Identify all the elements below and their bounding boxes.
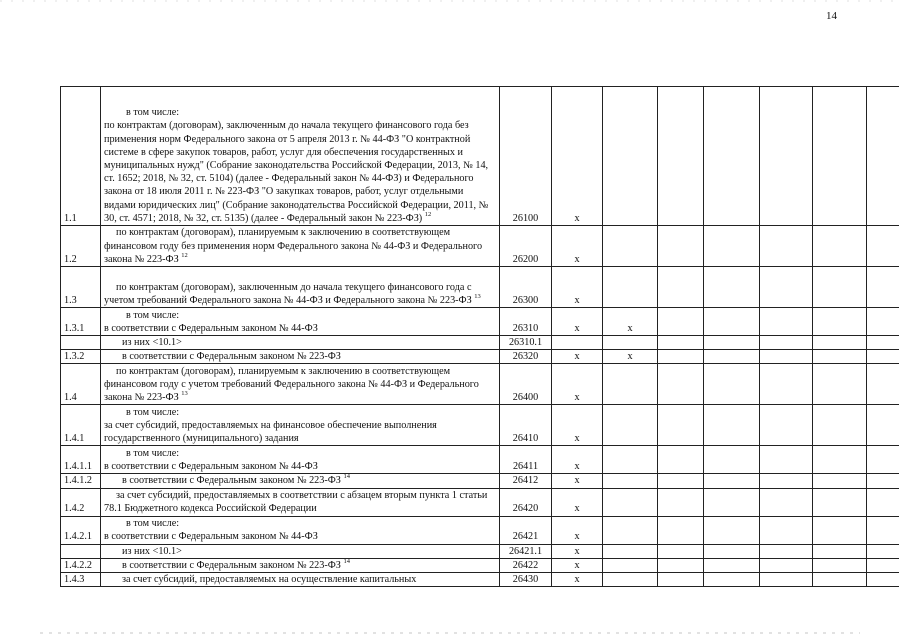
footnote-ref: 13 (474, 292, 481, 300)
row-description-body: по контрактам (договорам), заключенным до начала текущего финансового года без применения норм Федерального закона от 5 апреля 2013 г. № 44-ФЗ "О контрактной системе в сфере закупок товаров, работ, услуг для обеспечения государственных и муниципальных нужд" (Собрание законодательства Российской Федерации, 2013, № 14, ст. 1652; 2018, № 32, ст. 5104) (далее - Федеральный закон № 44-ФЗ) и Федерального закона от 18 июля 2011 г. № 223-ФЗ "О закупках товаров, работ, услуг отдельными видами юридических лиц" (Собрание законодательства Российской Федерации, 2011, № 30, ст. 4571; 2018, № 32, ст. 5135) (далее - Федеральный закон № 223-ФЗ) (104, 120, 489, 224)
row-empty-cell (760, 516, 813, 544)
row-empty-cell (813, 488, 867, 516)
row-description-body: по контрактам (договорам), заключенным до начала текущего финансового года с учетом требований Федерального закона № 44-ФЗ и Федерального закона № 223-ФЗ (104, 281, 472, 306)
row-empty-cell (704, 336, 760, 350)
row-empty-cell (658, 516, 704, 544)
row-empty-cell (704, 573, 760, 587)
row-line-code: 26412 (500, 474, 552, 488)
row-empty-cell (813, 474, 867, 488)
row-empty-cell (867, 573, 899, 587)
row-description-body: в соответствии с Федеральным законом № 223-ФЗ (122, 351, 341, 363)
row-mark-col1: x (552, 488, 603, 516)
row-empty-cell (867, 308, 899, 336)
row-empty-cell (658, 336, 704, 350)
row-description (101, 308, 500, 336)
row-empty-cell (813, 558, 867, 572)
row-mark-col2: x (603, 308, 658, 336)
row-line-code: 26420 (500, 488, 552, 516)
row-description-text (104, 559, 496, 572)
row-mark-col2 (603, 364, 658, 405)
row-empty-cell (867, 350, 899, 364)
row-empty-cell (760, 544, 813, 558)
row-empty-cell (658, 446, 704, 474)
row-empty-cell (760, 267, 813, 308)
row-description (101, 558, 500, 572)
row-description-body: за счет субсидий, предоставляемых на финансовое обеспечение выполнения государственного (муниципального) задания (104, 420, 437, 445)
row-description-body: по контрактам (договорам), планируемым к заключению в соответствующем финансовом году без применения норм Федерального закона № 44-ФЗ и Федерального закона № 223-ФЗ (104, 227, 483, 265)
row-empty-cell (813, 544, 867, 558)
row-empty-cell (704, 308, 760, 336)
row-description-text (104, 419, 496, 445)
footnote-ref: 12 (181, 251, 188, 259)
row-line-code: 26410 (500, 405, 552, 446)
table-row (61, 544, 899, 558)
row-empty-cell (704, 558, 760, 572)
row-empty-cell (658, 350, 704, 364)
row-line-code: 26310 (500, 308, 552, 336)
table-row (61, 226, 899, 267)
row-empty-cell (704, 226, 760, 267)
row-description-text (104, 489, 496, 515)
row-empty-cell (658, 87, 704, 226)
row-code: 1.3.2 (61, 350, 101, 364)
row-description (101, 474, 500, 488)
row-code: 1.3 (61, 267, 101, 308)
row-empty-cell (704, 516, 760, 544)
row-empty-cell (867, 474, 899, 488)
table-row (61, 474, 899, 488)
row-empty-cell (760, 446, 813, 474)
row-empty-cell (813, 267, 867, 308)
row-code: 1.4.1 (61, 405, 101, 446)
row-empty-cell (760, 558, 813, 572)
row-description-body: в соответствии с Федеральным законом № 44-ФЗ (104, 531, 318, 543)
row-mark-col2 (603, 488, 658, 516)
row-mark-col2 (603, 516, 658, 544)
row-empty-cell (658, 308, 704, 336)
row-empty-cell (704, 405, 760, 446)
row-description-body: за счет субсидий, предоставляемых на осуществление капитальных (122, 574, 417, 586)
row-description-text (104, 350, 496, 363)
row-description (101, 267, 500, 308)
row-mark-col1: x (552, 405, 603, 446)
row-line-code: 26422 (500, 558, 552, 572)
page-number: 14 (826, 10, 837, 22)
row-description (101, 350, 500, 364)
row-empty-cell (813, 308, 867, 336)
row-description-body: в соответствии с Федеральным законом № 223-ФЗ (122, 559, 341, 571)
row-empty-cell (867, 364, 899, 405)
row-description (101, 87, 500, 226)
row-mark-col1: x (552, 558, 603, 572)
row-description-body: в соответствии с Федеральным законом № 223-ФЗ (122, 475, 341, 487)
row-description-text (104, 460, 496, 473)
row-empty-cell (813, 336, 867, 350)
row-empty-cell (760, 364, 813, 405)
row-line-code: 26411 (500, 446, 552, 474)
row-empty-cell (867, 405, 899, 446)
row-mark-col1: x (552, 573, 603, 587)
row-description-body: по контрактам (договорам), планируемым к заключению в соответствующем финансовом году с учетом требований Федерального закона № 44-ФЗ и Федерального закона № 223-ФЗ (104, 365, 479, 404)
row-description-body: в соответствии с Федеральным законом № 44-ФЗ (104, 461, 318, 473)
row-empty-cell (658, 573, 704, 587)
row-description (101, 516, 500, 544)
row-line-code: 26320 (500, 350, 552, 364)
row-description (101, 226, 500, 267)
row-empty-cell (760, 308, 813, 336)
table-row (61, 364, 899, 405)
row-description-text (104, 530, 496, 543)
row-description (101, 573, 500, 587)
row-line-code: 26200 (500, 226, 552, 267)
row-description (101, 446, 500, 474)
row-description (101, 488, 500, 516)
row-code: 1.4.2.1 (61, 516, 101, 544)
footnote-ref: 12 (424, 210, 432, 218)
row-mark-col2: x (603, 350, 658, 364)
row-empty-cell (658, 364, 704, 405)
row-description-intro: в том числе: (126, 406, 180, 418)
row-empty-cell (704, 87, 760, 226)
row-mark-col2 (603, 544, 658, 558)
row-line-code: 26300 (500, 267, 552, 308)
row-description-body: в соответствии с Федеральным законом № 44-ФЗ (104, 322, 318, 334)
row-mark-col2 (603, 267, 658, 308)
row-mark-col1: x (552, 226, 603, 267)
row-description (101, 405, 500, 446)
row-code: 1.3.1 (61, 308, 101, 336)
table-row (61, 446, 899, 474)
row-description-intro: в том числе: (126, 448, 180, 459)
row-line-code: 26310.1 (500, 336, 552, 350)
row-mark-col2 (603, 405, 658, 446)
row-empty-cell (704, 364, 760, 405)
row-mark-col1: x (552, 364, 603, 405)
row-description-text (104, 322, 496, 335)
row-description (101, 336, 500, 350)
row-line-code: 26400 (500, 364, 552, 405)
row-mark-col1 (552, 336, 603, 350)
row-empty-cell (760, 87, 813, 226)
row-mark-col2 (603, 226, 658, 267)
row-empty-cell (658, 488, 704, 516)
row-description-intro: в том числе: (126, 309, 180, 321)
row-mark-col1: x (552, 87, 603, 226)
row-empty-cell (867, 87, 899, 226)
table-row (61, 488, 899, 516)
row-mark-col1: x (552, 544, 603, 558)
row-description-text (104, 365, 496, 405)
row-empty-cell (813, 573, 867, 587)
row-empty-cell (813, 87, 867, 226)
row-empty-cell (813, 350, 867, 364)
row-code: 1.4.2.2 (61, 558, 101, 572)
row-mark-col1: x (552, 267, 603, 308)
row-empty-cell (704, 350, 760, 364)
row-description-text (104, 119, 496, 225)
row-description-text (104, 336, 496, 349)
row-description (101, 364, 500, 405)
row-line-code: 26421 (500, 516, 552, 544)
row-code: 1.2 (61, 226, 101, 267)
table-row (61, 350, 899, 364)
row-empty-cell (813, 405, 867, 446)
row-empty-cell (658, 267, 704, 308)
row-code: 1.4.3 (61, 573, 101, 587)
row-empty-cell (658, 474, 704, 488)
row-empty-cell (813, 516, 867, 544)
row-description-body: из них <10.1> (122, 545, 182, 557)
row-code: 1.4.1.2 (61, 474, 101, 488)
row-code: 1.4.1.1 (61, 446, 101, 474)
row-description-text (104, 573, 496, 586)
row-mark-col2 (603, 336, 658, 350)
row-empty-cell (867, 336, 899, 350)
row-empty-cell (760, 488, 813, 516)
row-mark-col1: x (552, 446, 603, 474)
row-empty-cell (704, 474, 760, 488)
row-empty-cell (760, 405, 813, 446)
row-code: 1.4.2 (61, 488, 101, 516)
row-code: 1.1 (61, 87, 101, 226)
row-mark-col2 (603, 474, 658, 488)
row-mark-col2 (603, 87, 658, 226)
row-empty-cell (704, 267, 760, 308)
row-empty-cell (813, 226, 867, 267)
row-empty-cell (867, 226, 899, 267)
row-empty-cell (813, 446, 867, 474)
row-empty-cell (867, 516, 899, 544)
row-empty-cell (658, 544, 704, 558)
row-empty-cell (658, 405, 704, 446)
row-mark-col1: x (552, 308, 603, 336)
row-line-code: 26100 (500, 87, 552, 226)
row-empty-cell (658, 226, 704, 267)
row-empty-cell (813, 364, 867, 405)
row-empty-cell (760, 474, 813, 488)
row-empty-cell (867, 544, 899, 558)
row-mark-col1: x (552, 474, 603, 488)
scan-noise-bottom (40, 632, 860, 634)
table-row (61, 308, 899, 336)
row-description-intro: в том числе: (126, 107, 180, 119)
scan-noise-top (0, 0, 899, 2)
footnote-ref: 14 (343, 473, 350, 481)
row-line-code: 26430 (500, 573, 552, 587)
row-empty-cell (658, 558, 704, 572)
row-description-text (104, 474, 496, 487)
table-row (61, 336, 899, 350)
row-description-intro: в том числе: (126, 518, 180, 530)
row-description-text (104, 545, 496, 558)
row-description (101, 544, 500, 558)
row-empty-cell (760, 336, 813, 350)
row-description-text (104, 226, 496, 266)
table-row (61, 267, 899, 308)
report-table (60, 86, 899, 587)
table-row (61, 573, 899, 587)
row-empty-cell (704, 544, 760, 558)
footnote-ref: 14 (343, 558, 350, 565)
row-code (61, 544, 101, 558)
row-mark-col1: x (552, 350, 603, 364)
row-empty-cell (704, 446, 760, 474)
row-empty-cell (760, 350, 813, 364)
row-description-text (104, 281, 496, 307)
row-empty-cell (867, 446, 899, 474)
row-empty-cell (867, 267, 899, 308)
row-empty-cell (704, 488, 760, 516)
row-code (61, 336, 101, 350)
row-mark-col2 (603, 573, 658, 587)
row-description-body: из них <10.1> (122, 337, 182, 348)
row-empty-cell (867, 558, 899, 572)
row-code: 1.4 (61, 364, 101, 405)
table-row (61, 558, 899, 572)
row-line-code: 26421.1 (500, 544, 552, 558)
table-row (61, 516, 899, 544)
table-row (61, 87, 899, 226)
row-description-body: за счет субсидий, предоставляемых в соответствии с абзацем вторым пункта 1 статьи 78.1 Бюджетного кодекса Российской Федерации (104, 490, 488, 515)
footnote-ref: 13 (181, 390, 188, 398)
row-mark-col1: x (552, 516, 603, 544)
row-empty-cell (760, 226, 813, 267)
row-mark-col2 (603, 558, 658, 572)
row-empty-cell (867, 488, 899, 516)
row-empty-cell (760, 573, 813, 587)
row-mark-col2 (603, 446, 658, 474)
table-row (61, 405, 899, 446)
